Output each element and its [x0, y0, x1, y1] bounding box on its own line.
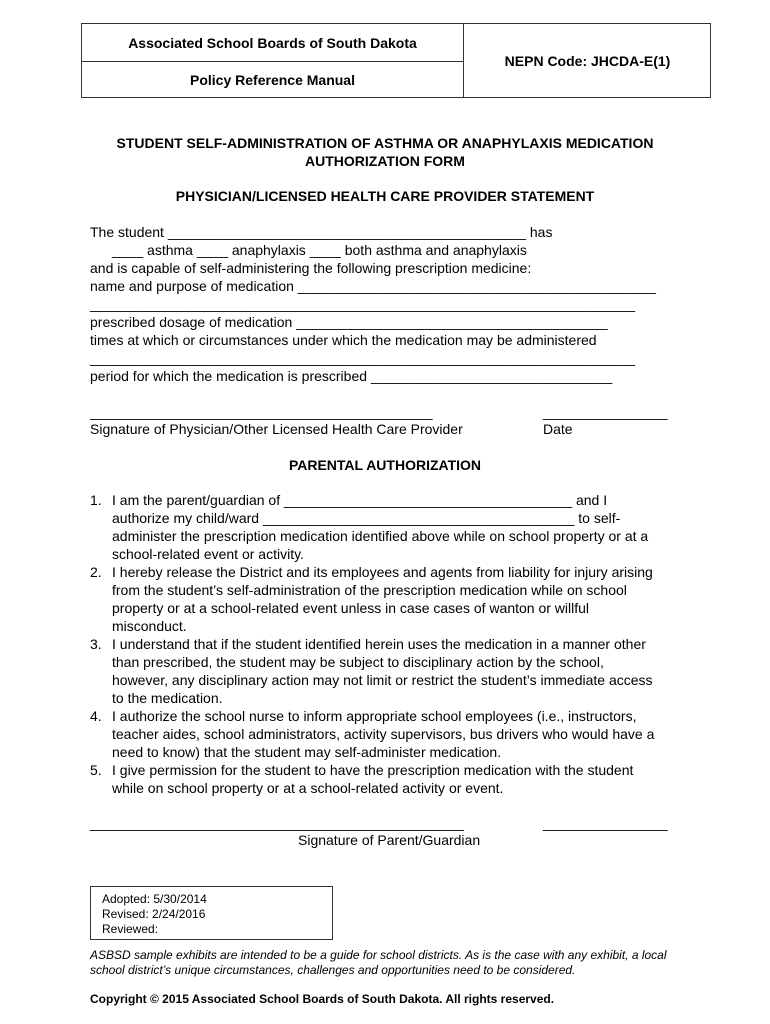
- header-org-name: Associated School Boards of South Dakota: [128, 35, 417, 51]
- list-item-line: property or at a school-related event unless in case cases of wanton or willful: [112, 600, 590, 616]
- dosage-line: prescribed dosage of medication ________________________________________: [90, 314, 608, 330]
- parent-signature-line: ________________________________________________: [90, 815, 464, 831]
- list-item-number: 5.: [90, 762, 102, 778]
- disclaimer-line2: school district’s unique circumstances, challenges and opportunities need to be considered.: [90, 963, 576, 977]
- header-table: [81, 23, 711, 98]
- condition-checkboxes-line: ____ asthma ____ anaphylaxis ____ both asthma and anaphylaxis: [112, 242, 527, 258]
- list-item-line: need to know) that the student may self-administer medication.: [112, 744, 502, 760]
- policy-history-box: [90, 886, 333, 940]
- physician-date-line: ________________: [543, 404, 668, 420]
- list-item-line: while on school property or at a school-related activity or event.: [112, 780, 504, 796]
- physician-date-label: Date: [543, 421, 573, 437]
- copyright-notice: Copyright © 2015 Associated School Boards of South Dakota. All rights reserved.: [90, 992, 555, 1006]
- list-item-line: teacher aides, school administrators, activity supervisors, bus drivers who would have a: [112, 726, 655, 742]
- parent-date-line: ________________: [543, 815, 668, 831]
- header-manual-name: Policy Reference Manual: [190, 72, 355, 88]
- student-name-line: The student ______________________________________________ has: [90, 224, 553, 240]
- medication-name-line: name and purpose of medication ______________________________________________: [90, 278, 656, 294]
- revised-date: Revised: 2/24/2016: [102, 907, 206, 921]
- list-item-line: school-related event or activity.: [112, 546, 304, 562]
- list-item-line: I hereby release the District and its employees and agents from liability for injury arising: [112, 564, 653, 580]
- list-item-number: 4.: [90, 708, 102, 724]
- list-item-line: misconduct.: [112, 618, 187, 634]
- list-item-line: I authorize the school nurse to inform appropriate school employees (i.e., instructors,: [112, 708, 637, 724]
- list-item-line: however, any disciplinary action may not limit or restrict the student’s immediate access: [112, 672, 653, 688]
- list-item-line: administer the prescription medication identified above while on school property or at a: [112, 528, 649, 544]
- header-divider-horizontal: [82, 61, 463, 62]
- physician-heading: PHYSICIAN/LICENSED HEALTH CARE PROVIDER STATEMENT: [175, 188, 595, 204]
- header-nepn-code: NEPN Code: JHCDA-E(1): [504, 53, 671, 69]
- physician-signature-label: Signature of Physician/Other Licensed Health Care Provider: [90, 421, 463, 437]
- list-item-line: I give permission for the student to have the prescription medication with the student: [112, 762, 634, 778]
- list-item-number: 2.: [90, 564, 102, 580]
- adopted-date: Adopted: 5/30/2014: [102, 892, 207, 906]
- list-item-number: 3.: [90, 636, 102, 652]
- list-item-line: than prescribed, the student may be subject to disciplinary action by the school,: [112, 654, 604, 670]
- form-title-line2: AUTHORIZATION FORM: [305, 153, 465, 169]
- physician-signature-line: ____________________________________________: [90, 404, 433, 420]
- disclaimer-line1: ASBSD sample exhibits are intended to be a guide for school districts. As is the case with any exhibit, a local: [90, 948, 667, 962]
- list-item-line: from the student’s self-administration of the prescription medication while on school: [112, 582, 627, 598]
- administration-times-line: ______________________________________________________________________: [90, 350, 636, 366]
- administration-times-label: times at which or circumstances under which the medication may be administered: [90, 332, 597, 348]
- list-item-line: I understand that if the student identified herein uses the medication in a manner other: [112, 636, 646, 652]
- list-item-line: authorize my child/ward ________________________________________ to self-: [112, 510, 621, 526]
- form-title-line1: STUDENT SELF-ADMINISTRATION OF ASTHMA OR ANAPHYLAXIS MEDICATION: [116, 135, 654, 151]
- capability-statement: and is capable of self-administering the following prescription medicine:: [90, 260, 532, 276]
- parent-signature-label: Signature of Parent/Guardian: [298, 832, 481, 848]
- list-item-line: to the medication.: [112, 690, 223, 706]
- parental-heading: PARENTAL AUTHORIZATION: [288, 457, 482, 473]
- prescription-period-line: period for which the medication is prescribed _______________________________: [90, 368, 613, 384]
- reviewed-date: Reviewed:: [102, 922, 159, 936]
- list-item-number: 1.: [90, 492, 102, 508]
- medication-name-continuation-line: ______________________________________________________________________: [90, 296, 636, 312]
- list-item-line: I am the parent/guardian of _____________________________________ and I: [112, 492, 608, 508]
